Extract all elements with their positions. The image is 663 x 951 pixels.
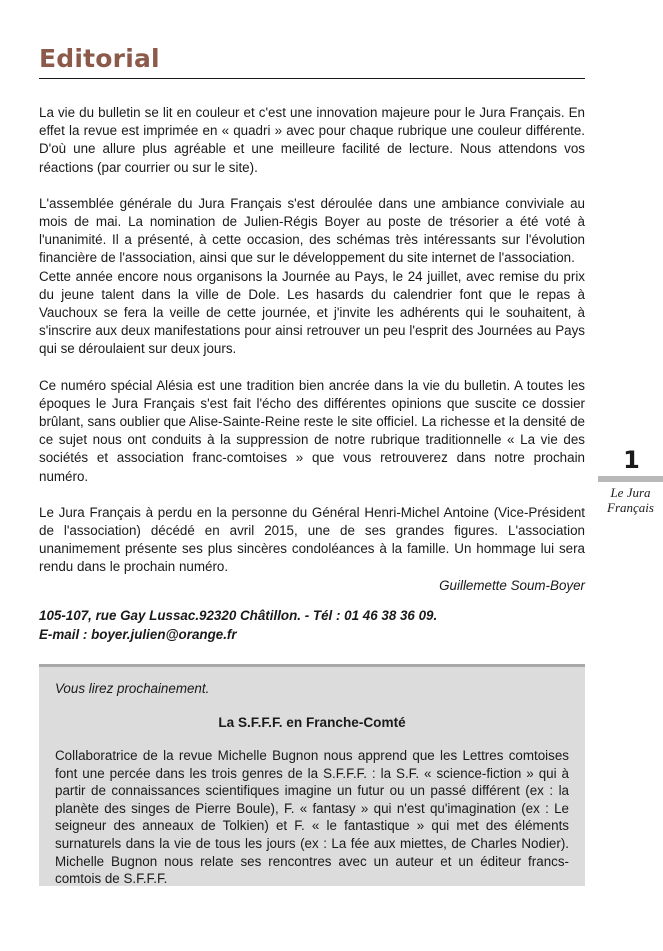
journal-name-line1: Le Jura	[610, 485, 651, 500]
paragraph-obituary: Le Jura Français à perdu en la personne du Général Henri-Michel Antoine (Vice-Président de l'association) décédé en avril 2015, une de ses grandes figures. L'association unanimement présente ses plus sincères condoléances à la famille. Un hommage lui sera rendu dans le prochain numéro.	[39, 504, 585, 575]
contact-address: 105-107, rue Gay Lussac.92320 Châtillon. - Tél : 01 46 38 36 09.	[39, 608, 438, 623]
paragraph-bulletin: La vie du bulletin se lit en couleur et c'est une innovation majeure pour le Jura Français. En effet la revue est imprimée en « quadri » avec pour chaque rubrique une couleur différente. D'où une allure plus agréable et une meilleure facilité de lecture. Nous attendons vos réactions (par courrier ou sur le site).	[39, 105, 585, 175]
title-divider	[39, 78, 585, 79]
upcoming-box	[39, 664, 585, 886]
box-intro: Vous lirez prochainement.	[55, 681, 210, 696]
page-title: Editorial	[39, 44, 160, 73]
journal-name-line2: Français	[607, 500, 654, 515]
box-title: La S.F.F.F. en Franche-Comté	[218, 715, 406, 730]
signature: Guillemette Soum-Boyer	[439, 577, 585, 593]
contact-block	[39, 607, 585, 644]
journal-name	[598, 485, 663, 515]
page-marker-bar	[598, 476, 663, 482]
page-number: 1	[623, 446, 640, 474]
contact-email: E-mail : boyer.julien@orange.fr	[39, 626, 237, 642]
paragraph-alesia: Ce numéro spécial Alésia est une tradition bien ancrée dans la vie du bulletin. A toutes les époques le Jura Français s'est fait l'écho des différentes opinions que suscite ce dossier brûlant, sans oublier que Alise-Sainte-Reine reste le site officiel. La richesse et la densité de ce sujet nous ont conduits à la suppression de notre rubrique traditionnelle « La vie des sociétés et association franc-comtoises » que vous retrouverez dans notre prochain numéro.	[39, 377, 585, 484]
box-text: Collaboratrice de la revue Michelle Bugnon nous apprend que les Lettres comtoises font une percée dans les trois genres de la S.F.F.F. : la S.F. « science-fiction » qui à partir de connaissances scientifiques imagine un futur ou un passé différent (ex : la planète des singes de Pierre Boule), F. « fantasy » qui n'est qu'imagination (ex : Le seigneur des anneaux de Tolkien) et F. « le fantastique » qui met des éléments surnaturels dans la vie de tous les jours (ex : La fée aux miettes, de Charles Nodier). Michelle Bugnon nous relate ses rencontres avec un auteur et un éditeur francs-comtois de S.F.F.F.	[55, 748, 569, 887]
paragraph-journee: Cette année encore nous organisons la Journée au Pays, le 24 juillet, avec remise du prix du jeune talent dans la ville de Dole. Les hasards du calendrier font que le repas à Vauchoux se fera la veille de cette journée, et j'invite les adhérents qui le souhaitent, à s'inscrire aux deux manifestations pour ainsi retrouver un peu l'esprit des Journées au Pays qui se déroulaient sur deux jours.	[39, 268, 585, 357]
paragraph-assembly: L'assemblée générale du Jura Français s'est déroulée dans une ambiance conviviale au mois de mai. La nomination de Julien-Régis Boyer au poste de trésorier a été voté à l'unanimité. Il a présenté, à cette occasion, des schémas très intéressants sur l'évolution financière de l'association, ainsi que sur le développement du site internet de l'association.	[39, 195, 585, 266]
editorial-body	[39, 104, 585, 595]
